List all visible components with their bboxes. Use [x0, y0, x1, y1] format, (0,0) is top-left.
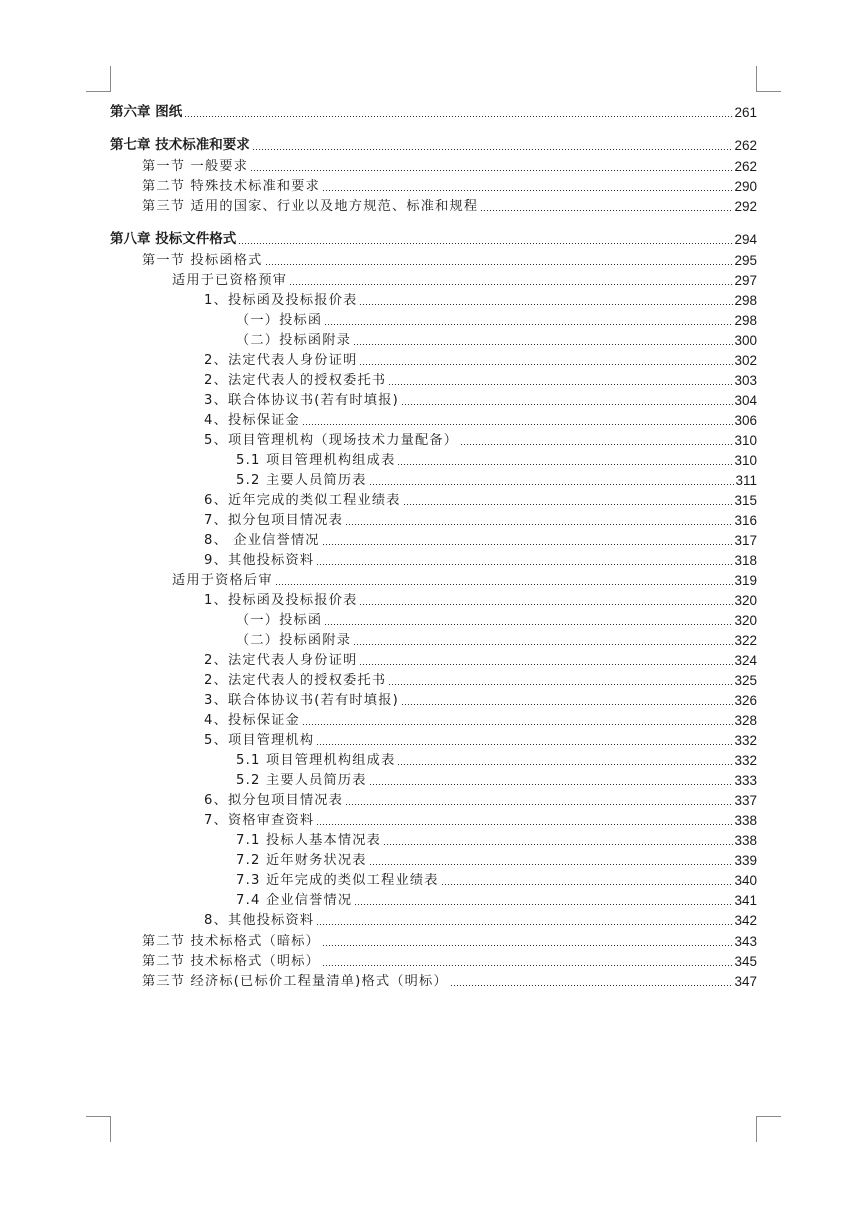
toc-entry-page: 317	[734, 533, 757, 548]
dot-leader	[441, 884, 734, 885]
toc-entry-title: 7、资格审查资料	[204, 813, 315, 828]
toc-entry-chapter-8[interactable]	[110, 228, 757, 248]
toc-entry-item[interactable]	[110, 729, 757, 749]
toc-entry-page: 311	[735, 473, 757, 488]
toc-entry-title: （一）投标函	[236, 313, 323, 328]
dot-leader	[252, 149, 734, 150]
toc-entry-title: 第七章 技术标准和要求	[110, 137, 250, 153]
dot-leader	[322, 945, 733, 946]
dot-leader	[383, 844, 733, 845]
toc-entry-title: 5.2 主要人员简历表	[236, 473, 367, 488]
toc-entry-section[interactable]	[110, 950, 757, 970]
toc-entry-page: 343	[734, 934, 757, 949]
dot-leader	[388, 684, 733, 685]
dot-leader	[345, 524, 733, 525]
toc-entry-title: 第二节 特殊技术标准和要求	[142, 179, 321, 194]
toc-entry-item[interactable]	[110, 809, 757, 829]
toc-entry-item[interactable]	[110, 589, 757, 609]
toc-entry-page: 303	[734, 373, 757, 388]
toc-entry-subitem[interactable]	[110, 769, 757, 789]
toc-entry-subitem[interactable]	[110, 829, 757, 849]
dot-leader	[316, 924, 733, 925]
toc-entry-item[interactable]	[110, 369, 757, 389]
toc-entry-title: 3、联合体协议书(若有时填报)	[204, 693, 399, 708]
toc-entry-section[interactable]	[110, 195, 757, 215]
toc-entry-page: 328	[734, 713, 757, 728]
dot-leader	[322, 544, 734, 545]
dot-leader	[322, 965, 733, 966]
toc-entry-title: 2、法定代表人的授权委托书	[204, 373, 387, 388]
dot-leader	[265, 264, 734, 265]
toc-entry-title: 7.1 投标人基本情况表	[236, 833, 382, 848]
toc-entry-subitem[interactable]	[110, 309, 757, 329]
toc-entry-title: 第二节 技术标格式（暗标）	[142, 934, 321, 949]
dot-leader	[354, 904, 733, 905]
dot-leader	[324, 624, 733, 625]
toc-entry-page: 332	[734, 753, 757, 768]
crop-mark-bottom-left-horizontal	[86, 1116, 111, 1117]
toc-entry-title: （二）投标函附录	[236, 633, 352, 648]
crop-mark-bottom-right-vertical	[756, 1116, 757, 1142]
toc-entry-subitem[interactable]	[110, 469, 757, 489]
dot-leader	[353, 344, 733, 345]
toc-entry-page: 298	[734, 313, 757, 328]
toc-entry-page: 338	[734, 833, 757, 848]
dot-leader	[450, 985, 734, 986]
dot-leader	[238, 243, 733, 244]
crop-mark-bottom-left-vertical	[110, 1116, 111, 1142]
dot-leader	[369, 864, 734, 865]
toc-entry-section[interactable]	[110, 930, 757, 950]
toc-entry-item[interactable]	[110, 429, 757, 449]
toc-entry-page: 292	[734, 199, 757, 214]
dot-leader	[322, 190, 733, 191]
toc-entry-title: 2、法定代表人身份证明	[204, 353, 358, 368]
dot-leader	[345, 804, 733, 805]
toc-entry-group[interactable]	[110, 269, 757, 289]
toc-entry-chapter-6[interactable]	[110, 101, 757, 121]
toc-entry-title: 7.4 企业信誉情况	[236, 893, 353, 908]
toc-entry-title: 适用于资格后审	[172, 573, 273, 588]
toc-entry-title: 第二节 技术标格式（明标）	[142, 954, 321, 969]
toc-entry-page: 319	[734, 573, 757, 588]
toc-entry-title: 3、联合体协议书(若有时填报)	[204, 393, 399, 408]
toc-entry-title: 5、项目管理机构	[204, 733, 315, 748]
dot-leader	[369, 784, 734, 785]
dot-leader	[324, 324, 733, 325]
toc-entry-page: 342	[734, 913, 757, 928]
toc-entry-page: 262	[734, 138, 757, 153]
crop-mark-top-left-horizontal	[86, 91, 111, 92]
toc-entry-title: 9、其他投标资料	[204, 553, 315, 568]
crop-mark-top-left-vertical	[110, 66, 111, 92]
toc-entry-page: 339	[734, 853, 757, 868]
toc-entry-item[interactable]	[110, 689, 757, 709]
toc-entry-section[interactable]	[110, 175, 757, 195]
dot-leader	[460, 444, 733, 445]
toc-entry-page: 298	[734, 293, 757, 308]
toc-entry-title: （一）投标函	[236, 613, 323, 628]
toc-entry-page: 318	[734, 553, 757, 568]
toc-entry-subitem[interactable]	[110, 329, 757, 349]
toc-entry-title: 第一节 一般要求	[142, 159, 249, 174]
toc-entry-title: 7.2 近年财务状况表	[236, 853, 367, 868]
toc-entry-item[interactable]	[110, 509, 757, 529]
toc-entry-title: 8、其他投标资料	[204, 913, 315, 928]
toc-entry-page: 347	[734, 974, 757, 989]
crop-mark-bottom-right-horizontal	[756, 1116, 781, 1117]
toc-entry-page: 320	[734, 613, 757, 628]
toc-entry-page: 297	[734, 273, 757, 288]
dot-leader	[316, 744, 733, 745]
toc-entry-title: （二）投标函附录	[236, 333, 352, 348]
dot-leader	[302, 724, 734, 725]
dot-leader	[403, 504, 734, 505]
toc-entry-page: 326	[734, 693, 757, 708]
toc-entry-subitem[interactable]	[110, 749, 757, 769]
toc-entry-page: 304	[734, 393, 757, 408]
dot-leader	[275, 584, 734, 585]
toc-entry-item[interactable]	[110, 489, 757, 509]
toc-entry-subitem[interactable]	[110, 849, 757, 869]
toc-entry-page: 294	[734, 232, 757, 247]
toc-entry-page: 345	[734, 954, 757, 969]
toc-entry-page: 320	[734, 593, 757, 608]
dot-leader	[369, 484, 735, 485]
toc-entry-subitem[interactable]	[110, 629, 757, 649]
dot-leader	[316, 824, 733, 825]
dot-leader	[302, 424, 734, 425]
toc-entry-title: 第三节 适用的国家、行业以及地方规范、标准和规程	[142, 199, 479, 214]
dot-leader	[250, 170, 733, 171]
toc-entry-title: 4、投标保证金	[204, 413, 300, 428]
toc-entry-page: 333	[734, 773, 757, 788]
toc-entry-page: 262	[734, 159, 757, 174]
toc-entry-title: 2、法定代表人身份证明	[204, 653, 358, 668]
dot-leader	[359, 304, 733, 305]
dot-leader	[401, 404, 734, 405]
dot-leader	[397, 464, 733, 465]
toc-entry-chapter-7[interactable]	[110, 134, 757, 154]
toc-entry-title: 第八章 投标文件格式	[110, 231, 237, 247]
dot-leader	[401, 704, 734, 705]
crop-mark-top-right-horizontal	[756, 91, 781, 92]
dot-leader	[359, 664, 733, 665]
toc-entry-page: 324	[734, 653, 757, 668]
toc-entry-subitem[interactable]	[110, 609, 757, 629]
toc-entry-title: 6、近年完成的类似工程业绩表	[204, 493, 401, 508]
toc-entry-section[interactable]	[110, 249, 757, 269]
dot-leader	[397, 764, 733, 765]
dot-leader	[289, 284, 733, 285]
dot-leader	[388, 384, 733, 385]
toc-entry-page: 340	[734, 873, 757, 888]
toc-entry-item[interactable]	[110, 549, 757, 569]
toc-entry-title: 8、 企业信誉情况	[204, 533, 320, 548]
toc-entry-title: 5.2 主要人员简历表	[236, 773, 367, 788]
toc-entry-item[interactable]	[110, 529, 757, 549]
toc-entry-title: 第三节 经济标(已标价工程量清单)格式（明标）	[142, 974, 448, 989]
dot-leader	[359, 364, 733, 365]
toc-entry-page: 261	[734, 105, 757, 120]
toc-entry-page: 295	[734, 253, 757, 268]
toc-entry-item[interactable]	[110, 289, 757, 309]
toc-entry-page: 316	[734, 513, 757, 528]
toc-entry-title: 6、拟分包项目情况表	[204, 793, 344, 808]
dot-leader	[480, 210, 733, 211]
toc-entry-section[interactable]	[110, 970, 757, 990]
toc-entry-subitem[interactable]	[110, 889, 757, 909]
toc-entry-page: 302	[734, 353, 757, 368]
dot-leader	[184, 116, 733, 117]
toc-entry-page: 290	[734, 179, 757, 194]
toc-entry-page: 325	[734, 673, 757, 688]
toc-entry-page: 332	[734, 733, 757, 748]
dot-leader	[353, 644, 733, 645]
toc-entry-subitem[interactable]	[110, 869, 757, 889]
toc-entry-page: 341	[734, 893, 757, 908]
toc-entry-title: 5、项目管理机构（现场技术力量配备）	[204, 433, 459, 448]
toc-entry-item[interactable]	[110, 409, 757, 429]
toc-entry-page: 310	[734, 453, 757, 468]
toc-entry-page: 337	[734, 793, 757, 808]
toc-entry-section[interactable]	[110, 155, 757, 175]
toc-entry-page: 338	[734, 813, 757, 828]
toc-entry-title: 2、法定代表人的授权委托书	[204, 673, 387, 688]
toc-entry-page: 300	[734, 333, 757, 348]
toc-entry-page: 322	[734, 633, 757, 648]
toc-entry-item[interactable]	[110, 789, 757, 809]
toc-entry-subitem[interactable]	[110, 449, 757, 469]
toc-entry-title: 5.1 项目管理机构组成表	[236, 453, 396, 468]
crop-mark-top-right-vertical	[756, 66, 757, 92]
toc-entry-title: 1、投标函及投标报价表	[204, 593, 358, 608]
toc-entry-item[interactable]	[110, 709, 757, 729]
toc-entry-page: 310	[734, 433, 757, 448]
toc-entry-item[interactable]	[110, 669, 757, 689]
toc-entry-item[interactable]	[110, 389, 757, 409]
toc-entry-title: 第一节 投标函格式	[142, 253, 263, 268]
toc-entry-item[interactable]	[110, 349, 757, 369]
toc-entry-title: 1、投标函及投标报价表	[204, 293, 358, 308]
toc-entry-title: 适用于已资格预审	[172, 273, 288, 288]
toc-entry-title: 5.1 项目管理机构组成表	[236, 753, 396, 768]
toc-entry-group[interactable]	[110, 569, 757, 589]
toc-entry-item[interactable]	[110, 649, 757, 669]
toc-entry-page: 315	[734, 493, 757, 508]
toc-entry-page: 306	[734, 413, 757, 428]
toc-entry-item[interactable]	[110, 909, 757, 929]
toc-entry-title: 7、拟分包项目情况表	[204, 513, 344, 528]
toc-entry-title: 4、投标保证金	[204, 713, 300, 728]
toc-entry-title: 第六章 图纸	[110, 104, 183, 120]
dot-leader	[316, 564, 733, 565]
toc-entry-title: 7.3 近年完成的类似工程业绩表	[236, 873, 439, 888]
dot-leader	[359, 604, 733, 605]
